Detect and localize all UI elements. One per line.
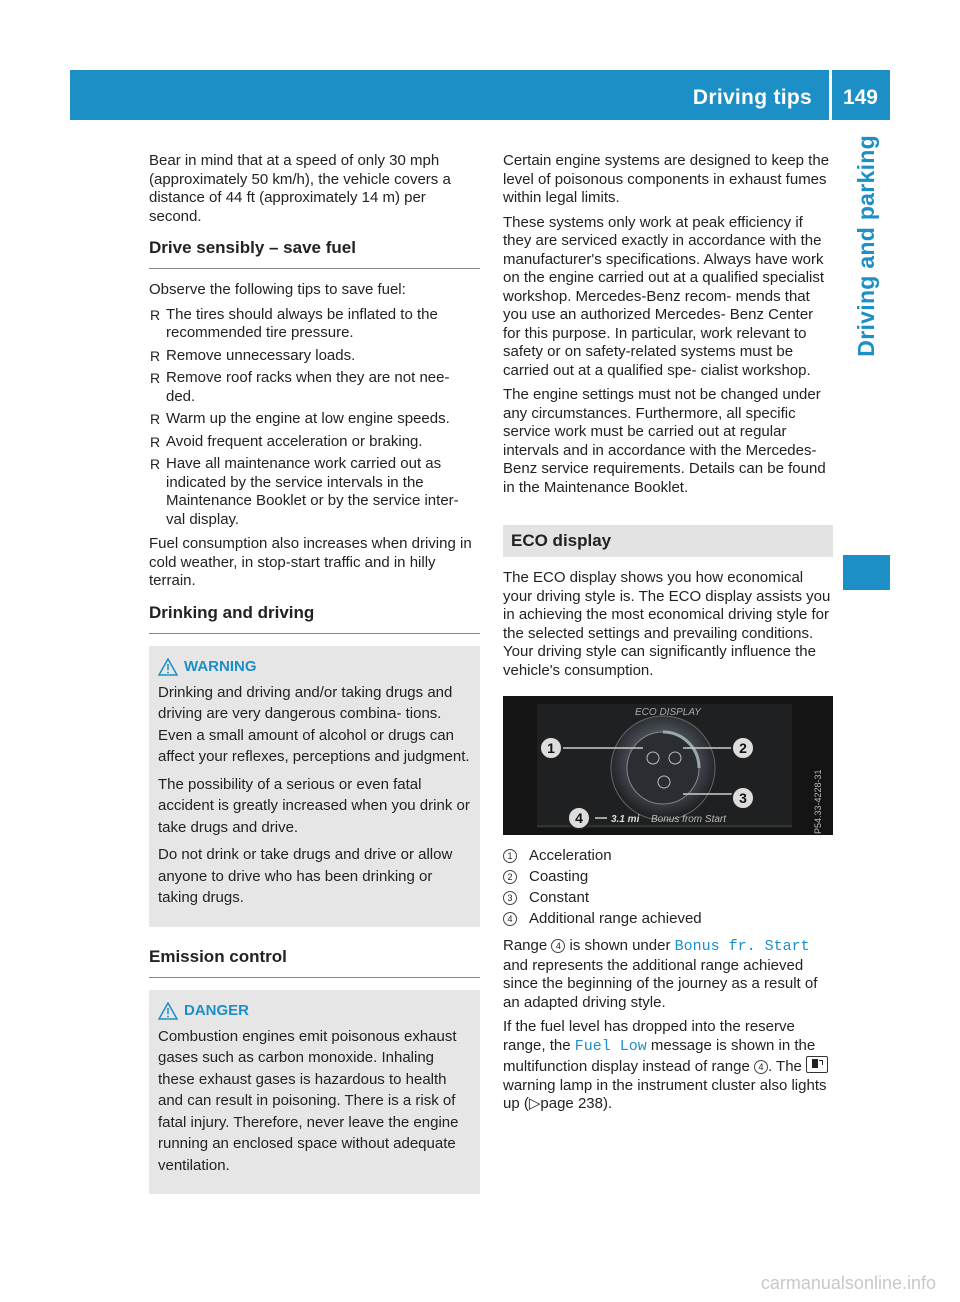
bullet-icon: R [150,411,161,427]
emission-paragraph: The engine settings must not be changed under any circumstances. Furthermore, all specific service work must be carried out at regular intervals and in accordance with the Mercedes-Benz service requirements. Details can be found in the Maintenance Booklet. [503,386,826,496]
eco-display-illustration [503,696,833,835]
side-chapter-label [842,135,890,545]
warning-label: WARNING [184,658,257,675]
list-item: R The tires should always be inflated to the recommended tire pressure. [150,305,438,341]
danger-paragraph: Combustion engines emit poisonous exhaust gases such as carbon monoxide. Inhaling these exhaust gases is hazardous to health and can result in poisoning. There is a risk of fatal injury. Therefore, never leave the engine running an enclosed space without adequate ventilation. [158,1027,459,1174]
header-divider [829,70,832,120]
list-item: R Warm up the engine at low engine speeds. [150,410,450,427]
eco-section-heading: ECO display [503,525,833,557]
save-fuel-closing: Fuel consumption also increases when driving in cold weather, in stop-start traffic and in hilly terrain. [149,535,472,589]
warning-paragraph: The possibility of a serious or even fatal accident is greatly increased when you drink or take drugs and drive. [158,775,470,836]
eco-display-image [503,696,833,835]
legend-item: 3 Constant [503,887,833,908]
section-heading-save-fuel: Drive sensibly – save fuel [149,238,480,269]
eco-range-value: 3.1 mi [611,814,640,825]
warning-triangle-icon [158,1002,178,1020]
legend-number: 1 [503,849,517,863]
warning-box [149,646,480,927]
display-message-fuel-low: Fuel Low [574,1037,647,1055]
intro-paragraph: Bear in mind that at a speed of only 30 mph (approximately 50 km/h), the vehicle covers a distance of 44 ft (approximately 14 m) per second. [149,152,451,225]
legend-item: 2 Coasting [503,866,833,887]
legend-item: 1 Acceleration [503,845,833,866]
warning-header [158,658,471,676]
eco-intro: The ECO display shows you how economical your driving style is. The ECO display assists you in achieving the most economical driving style for the selected settings and prevailing conditions. Your driving style can significantly influence the vehicle's consumption. [503,569,831,679]
danger-header [158,1002,471,1020]
eco-screen-title: ECO DISPLAY [635,707,701,718]
inline-callout-number: 4 [754,1060,768,1074]
page-header [70,70,890,120]
eco-legend [503,845,833,929]
callout-4: 4 [575,810,583,826]
legend-number: 4 [503,912,517,926]
legend-item: 4 Additional range achieved [503,908,833,929]
image-code: P54.33-4228-31 [813,769,823,834]
side-chapter-block [843,555,890,590]
danger-label: DANGER [184,1002,250,1019]
warning-triangle-icon [158,658,178,676]
right-column [503,152,833,1120]
left-column [149,152,480,1214]
bullet-icon: R [150,347,161,364]
inline-callout-number: 4 [551,939,565,953]
list-item: R Remove unnecessary loads. [150,346,356,364]
callout-2: 2 [739,740,747,756]
section-heading-emission: Emission control [149,947,480,978]
bullet-icon: R [150,456,161,472]
save-fuel-list [149,306,480,530]
display-message-bonus: Bonus fr. Start [674,938,810,955]
list-item: R Remove roof racks when they are not nee- ded. [150,369,450,405]
bullet-icon: R [150,433,161,450]
emission-paragraph: Certain engine systems are designed to keep the level of poisonous components in exhaust fumes within legal limits. [503,152,830,206]
list-item: R Have all maintenance work carried out as indicated by the service intervals in the Maintenance Booklet or by the service inter- val display. [150,455,459,528]
save-fuel-intro: Observe the following tips to save fuel: [149,281,406,298]
side-chapter-text: Driving and parking [853,135,879,357]
fuel-pump-icon [806,1056,828,1073]
fuel-low-paragraph: If the fuel level has dropped into the reserve range, the Fuel Low message is shown in the multifunction display instead of range 4 . The warning lamp in the instrument cluster also lights up (▷page 238). [503,1018,827,1112]
footer-watermark: carmanualsonline.info [760,1273,936,1293]
warning-paragraph: Do not drink or take drugs and drive or allow anyone to drive who has been drinking or taking drugs. [158,846,453,906]
legend-number: 3 [503,891,517,905]
bullet-icon: R [150,306,161,323]
page-ref-arrow-icon: ▷ [528,1095,541,1112]
callout-3: 3 [739,790,747,806]
danger-box [149,990,480,1195]
bullet-icon: R [150,370,161,386]
range-paragraph: Range 4 is shown under Bonus fr. Start and represents the additional range achieved since the beginning of the journey as a result of an adapted driving style. [503,937,818,1011]
emission-paragraph: These systems only work at peak efficiency if they are serviced exactly in accordance with the manufacturer's specifications. Always have work on the engine carried out at a qualified specialist workshop. Mercedes-Benz recom- mends that you use an authorized Mercedes- Benz Center for this purpose. In particular, work relevant to safety or on safety-related systems must be carried out at a qualified spe- cialist workshop. [503,213,825,379]
warning-paragraph: Drinking and driving and/or taking drugs and driving are very dangerous combina- tions. Even a small amount of alcohol or drugs can affect your reflexes, perceptions and judgment. [158,683,470,765]
page-number: 149 [842,86,878,109]
legend-number: 2 [503,870,517,884]
eco-bonus-text: Bonus from Start [651,814,727,825]
header-title: Driving tips [692,86,812,109]
callout-1: 1 [547,740,555,756]
list-item: R Avoid frequent acceleration or braking. [150,432,423,450]
section-heading-drinking: Drinking and driving [149,603,480,634]
